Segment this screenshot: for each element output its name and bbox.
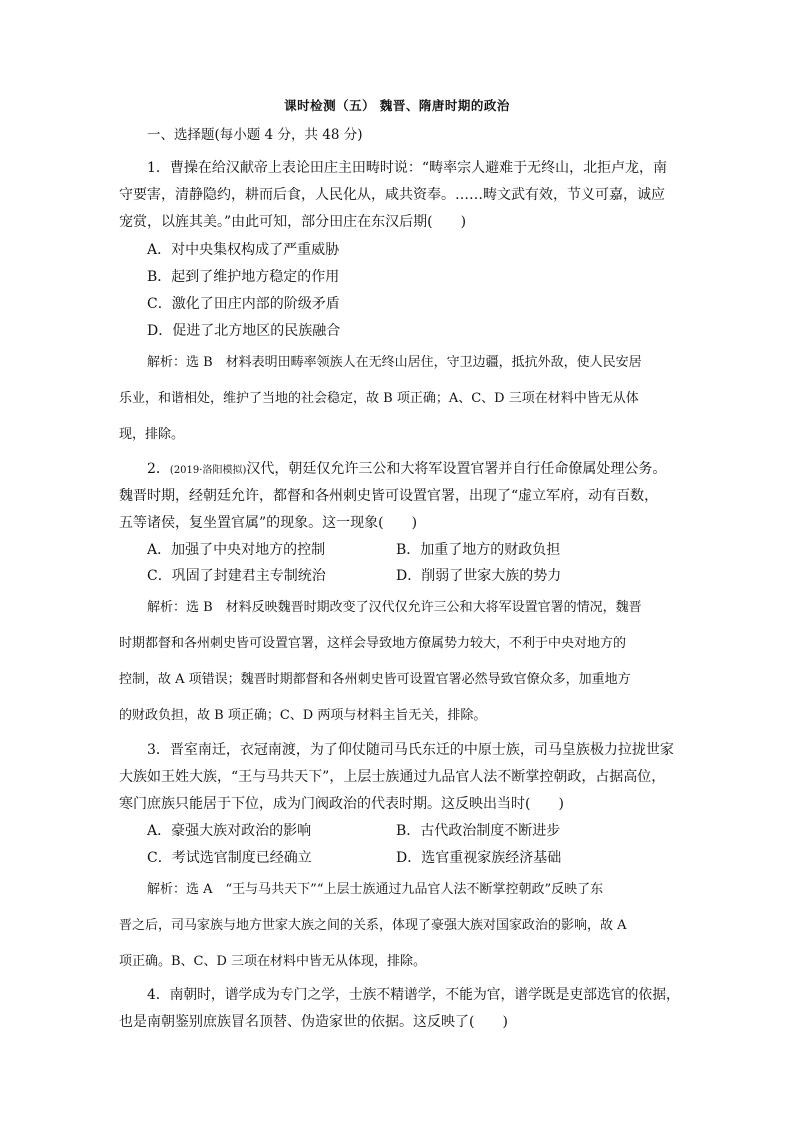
q2-stem-first-line xyxy=(147,459,666,481)
q3-stem-line: 3．晋室南迁，衣冠南渡，为了仰仗随司马氏东迁的中原士族，司马皇族极力拉拢世家 xyxy=(147,742,674,758)
page-title: 课时检测（五） 魏晋、隋唐时期的政治 xyxy=(284,98,510,113)
q3-option-c: C．考试选官制度已经确立 xyxy=(147,850,312,866)
q3-option-d: D．选官重视家族经济基础 xyxy=(396,850,562,866)
q2-option-d: D．削弱了世家大族的势力 xyxy=(396,568,562,584)
q2-analysis-line: 时期都督和各州刺史皆可设置官署，这样会导致地方僚属势力较大，不利于中央对地方的 xyxy=(119,636,627,651)
q1-option-b: B．起到了维护地方稳定的作用 xyxy=(147,269,340,285)
q3-option-b: B．古代政治制度不断进步 xyxy=(396,823,561,839)
q1-analysis-line: 现，排除。 xyxy=(119,427,185,442)
q3-stem-line: 寒门庶族只能居于下位，成为门阀政治的代表时期。这反映出当时( ) xyxy=(119,796,564,812)
q2-option-c: C．巩固了封建君主专制统治 xyxy=(147,568,326,584)
q2-analysis-line: 解析：选 B 材料反映魏晋时期改变了汉代仅允许三公和大将军设置官署的情况，魏晋 xyxy=(147,600,642,615)
q3-analysis-line: 项正确。B、C、D 三项在材料中皆无从体现，排除。 xyxy=(119,954,427,969)
q4-stem-line: 4．南朝时，谱学成为专门之学，士族不精谱学，不能为官，谱学既是吏部选官的依据， xyxy=(147,987,680,1003)
q1-stem-line: 1．曹操在给汉献帝上表论田庄主田畴时说：“畴率宗人避难于无终山，北拒卢龙，南 xyxy=(147,160,668,176)
q2-option-a: A．加强了中央对地方的控制 xyxy=(147,542,326,558)
q2-source-tag: (2019·洛阳模拟) xyxy=(169,465,247,476)
q1-analysis-line: 乐业，和谐相处，维护了当地的社会稳定，故 B 项正确；A、C、D 三项在材料中皆无从体 xyxy=(119,391,639,406)
q2-analysis-line: 控制，故 A 项错误；魏晋时期都督和各州刺史皆可设置官署必然导致官僚众多，加重地方 xyxy=(119,672,631,687)
q1-option-d: D．促进了北方地区的民族融合 xyxy=(147,323,341,339)
q3-analysis-line: 解析：选 A “王与马共天下”“上层士族通过九品官人法不断掌控朝政”反映了东 xyxy=(147,882,604,897)
q1-option-c: C．激化了田庄内部的阶级矛盾 xyxy=(147,296,340,312)
q1-option-a: A．对中央集权构成了严重威胁 xyxy=(147,242,340,258)
q1-analysis-line: 解析：选 B 材料表明田畴率领族人在无终山居住，守卫边疆，抵抗外敌，使人民安居 xyxy=(147,355,642,370)
q2-option-b: B．加重了地方的财政负担 xyxy=(396,542,561,558)
q1-stem-line: 宠赏，以旌其美。”由此可知，部分田庄在东汉后期( ) xyxy=(119,214,467,230)
q2-number: 2． xyxy=(147,461,170,477)
q2-stem-text: 汉代，朝廷仅允许三公和大将军设置官署并自行任命僚属处理公务。 xyxy=(246,461,667,477)
q2-analysis-line: 的财政负担，故 B 项正确；C、D 两项与材料主旨无关，排除。 xyxy=(119,708,487,723)
q2-stem-line: 五等诸侯，复坐置官属”的现象。这一现象( ) xyxy=(119,515,418,531)
section-heading: 一、选择题(每小题 4 分，共 48 分) xyxy=(147,127,363,143)
q4-stem-line: 也是南朝鉴别庶族冒名顶替、伪造家世的依据。这反映了( ) xyxy=(119,1014,508,1030)
q3-stem-line: 大族如王姓大族，“王与马共天下”，上层士族通过九品官人法不断掌控朝政，占据高位， xyxy=(119,769,666,785)
q3-analysis-line: 晋之后，司马家族与地方世家大族之间的关系，体现了豪强大族对国家政治的影响，故 A xyxy=(119,918,627,933)
q3-option-a: A．豪强大族对政治的影响 xyxy=(147,823,312,839)
q1-stem-line: 守要害，清静隐约，耕而后食，人民化从，咸共资奉。……畴文武有效，节义可嘉，诚应 xyxy=(119,187,665,203)
q2-stem-line: 魏晋时期，经朝廷允许，都督和各州刺史皆可设置官署，出现了“虚立军府，动有百数， xyxy=(119,488,659,504)
